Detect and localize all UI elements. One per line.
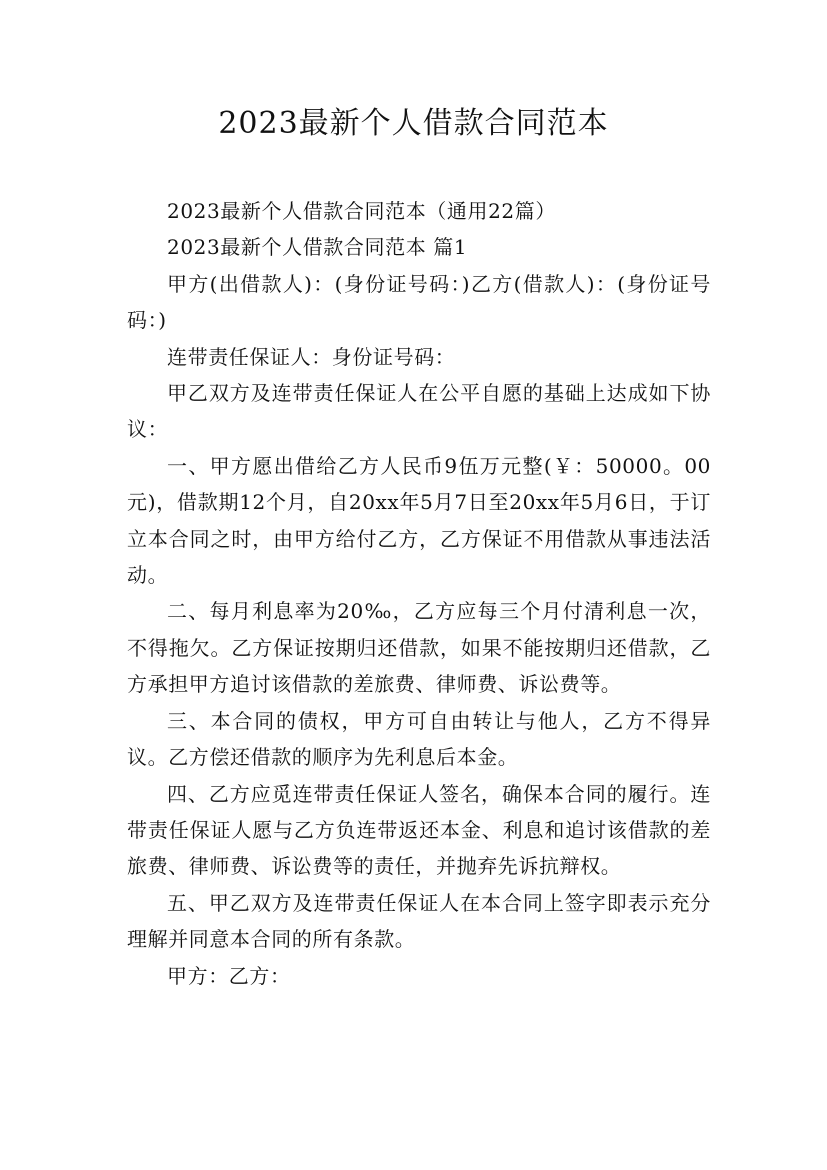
paragraph-guarantor: 连带责任保证人：身份证号码：: [167, 344, 456, 369]
paragraph-section-heading: 2023最新个人借款合同范本 篇1: [167, 235, 468, 260]
paragraph-clause-5: 五、甲乙双方及连带责任保证人在本合同上签字即表示充分理解并同意本合同的所有条款。: [127, 890, 711, 952]
paragraph-clause-3: 三、本合同的债权，甲方可自由转让与他人，乙方不得异议。乙方偿还借款的顺序为先利息后本金。: [127, 708, 711, 770]
paragraph-signatures: 甲方：乙方：: [167, 963, 291, 988]
paragraph-clause-2: 二、每月利息率为20‰，乙方应每三个月付清利息一次，不得拖欠。乙方保证按期归还借款，如果不能按期归还借款，乙方承担甲方追讨该借款的差旅费、律师费、诉讼费等。: [127, 599, 711, 697]
paragraph-subtitle: 2023最新个人借款合同范本（通用22篇）: [167, 199, 556, 223]
paragraph-clause-4: 四、乙方应觅连带责任保证人签名，确保本合同的履行。连带责任保证人愿与乙方负连带返还本金、利息和追讨该借款的差旅费、律师费、诉讼费等的责任，并抛弃先诉抗辩权。: [127, 781, 711, 879]
document-body: [127, 193, 711, 994]
paragraph-parties: 甲方(出借款人)：(身份证号码：)乙方(借款人)：(身份证号码：): [127, 271, 711, 333]
document-title: 2023最新个人借款合同范本: [218, 106, 609, 141]
paragraph-clause-1: 一、甲方愿出借给乙方人民币9伍万元整(￥：50000。00元)，借款期12个月，自20xx年5月7日至20xx年5月6日，于订立本合同之时，由甲方给付乙方，乙方保证不用借款从事违法活动。: [127, 453, 711, 588]
paragraph-agreement-intro: 甲乙双方及连带责任保证人在公平自愿的基础上达成如下协议：: [127, 381, 711, 442]
